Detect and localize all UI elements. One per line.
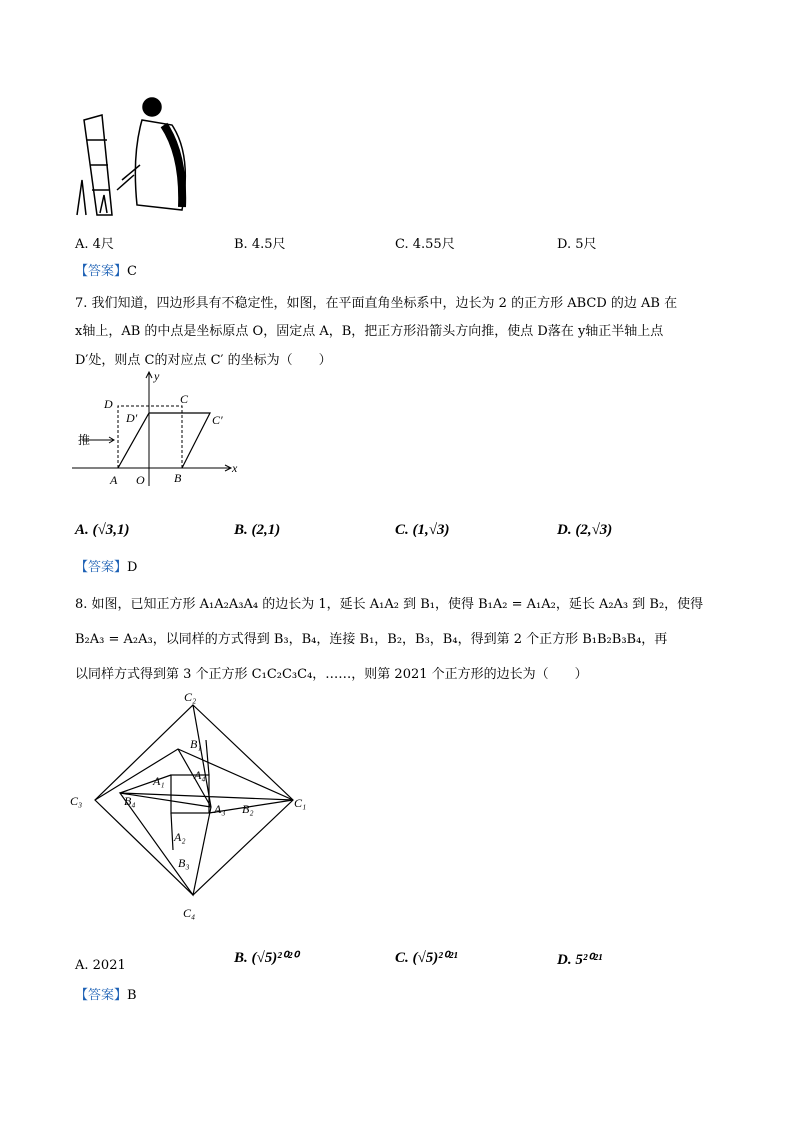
point-label: B₄ <box>124 794 136 808</box>
option-c: C. 4.55尺 <box>395 237 455 252</box>
point-label: C′ <box>212 413 223 427</box>
option-c: C. (1,√3) <box>395 522 450 538</box>
question-text: x轴上，AB 的中点是坐标原点 O，固定点 A，B，把正方形沿箭头方向推，使点 D落在 y轴正半轴上点 <box>75 324 664 339</box>
answer-label: 【答案】 <box>75 560 128 575</box>
answer-label: 【答案】 <box>75 988 128 1003</box>
option-a: A. (√3,1) <box>75 522 130 538</box>
axis-label-y: y <box>154 369 160 383</box>
question-text: 以同样方式得到第 3 个正方形 C₁C₂C₃C₄，……，则第 2021 个正方形的边长为（ ） <box>75 667 588 682</box>
option-b: B. 4.5尺 <box>234 237 286 252</box>
point-label: C₂ <box>184 690 197 704</box>
option-b: B. (√5)²⁰²⁰ <box>234 950 299 966</box>
option-d: D. (2,√3) <box>557 522 613 538</box>
point-label: D <box>104 397 113 411</box>
point-label: C₁ <box>294 796 307 810</box>
point-label: B₃ <box>178 856 190 870</box>
point-label: B <box>174 471 182 485</box>
axis-label-x: x <box>232 461 238 475</box>
figure-nested-squares <box>68 685 328 925</box>
option-a: A. 4尺 <box>75 237 114 252</box>
push-label: 推 <box>78 433 91 447</box>
option-c: C. (√5)²⁰²¹ <box>395 950 458 966</box>
option-d: D. 5尺 <box>557 237 597 252</box>
figure-measuring-bamboo <box>72 95 192 220</box>
point-label: B₁ <box>190 737 202 751</box>
point-label: O <box>136 473 145 487</box>
answer-value: B <box>127 988 137 1003</box>
point-label: A₁ <box>153 774 165 788</box>
answer-label: 【答案】 <box>75 264 128 279</box>
point-label: A <box>110 473 118 487</box>
point-label: A₃ <box>214 802 226 816</box>
question-text: B₂A₃ = A₂A₃，以同样的方式得到 B₃，B₄，连接 B₁，B₂，B₃，B₄，得到第 2 个正方形 B₁B₂B₃B₄，再 <box>75 632 668 647</box>
point-label: C₄ <box>183 906 196 920</box>
question-text: 8. 如图，已知正方形 A₁A₂A₃A₄ 的边长为 1，延长 A₁A₂ 到 B₁，使得 B₁A₂ = A₁A₂，延长 A₂A₃ 到 B₂，使得 <box>75 597 704 612</box>
question-text: 7. 我们知道，四边形具有不稳定性，如图，在平面直角坐标系中，边长为 2 的正方形 ABCD 的边 AB 在 <box>75 296 678 311</box>
figure-coordinate-square <box>70 368 250 488</box>
answer-value: C <box>127 264 137 279</box>
point-label: D′ <box>126 411 138 425</box>
question-text: D′处，则点 C的对应点 C′ 的坐标为（ ） <box>75 353 332 368</box>
answer-value: D <box>127 560 138 575</box>
point-label: B₂ <box>242 802 254 816</box>
option-d: D. 5²⁰²¹ <box>557 952 603 968</box>
option-b: B. (2,1) <box>234 522 281 538</box>
point-label: C₃ <box>70 794 83 808</box>
point-label: A₂ <box>174 830 186 844</box>
answer-line <box>75 556 137 575</box>
answer-line <box>75 260 137 279</box>
point-label: C <box>180 392 189 406</box>
answer-line <box>75 984 137 1003</box>
option-a: A. 2021 <box>75 958 126 973</box>
point-label: A₄ <box>194 768 206 782</box>
